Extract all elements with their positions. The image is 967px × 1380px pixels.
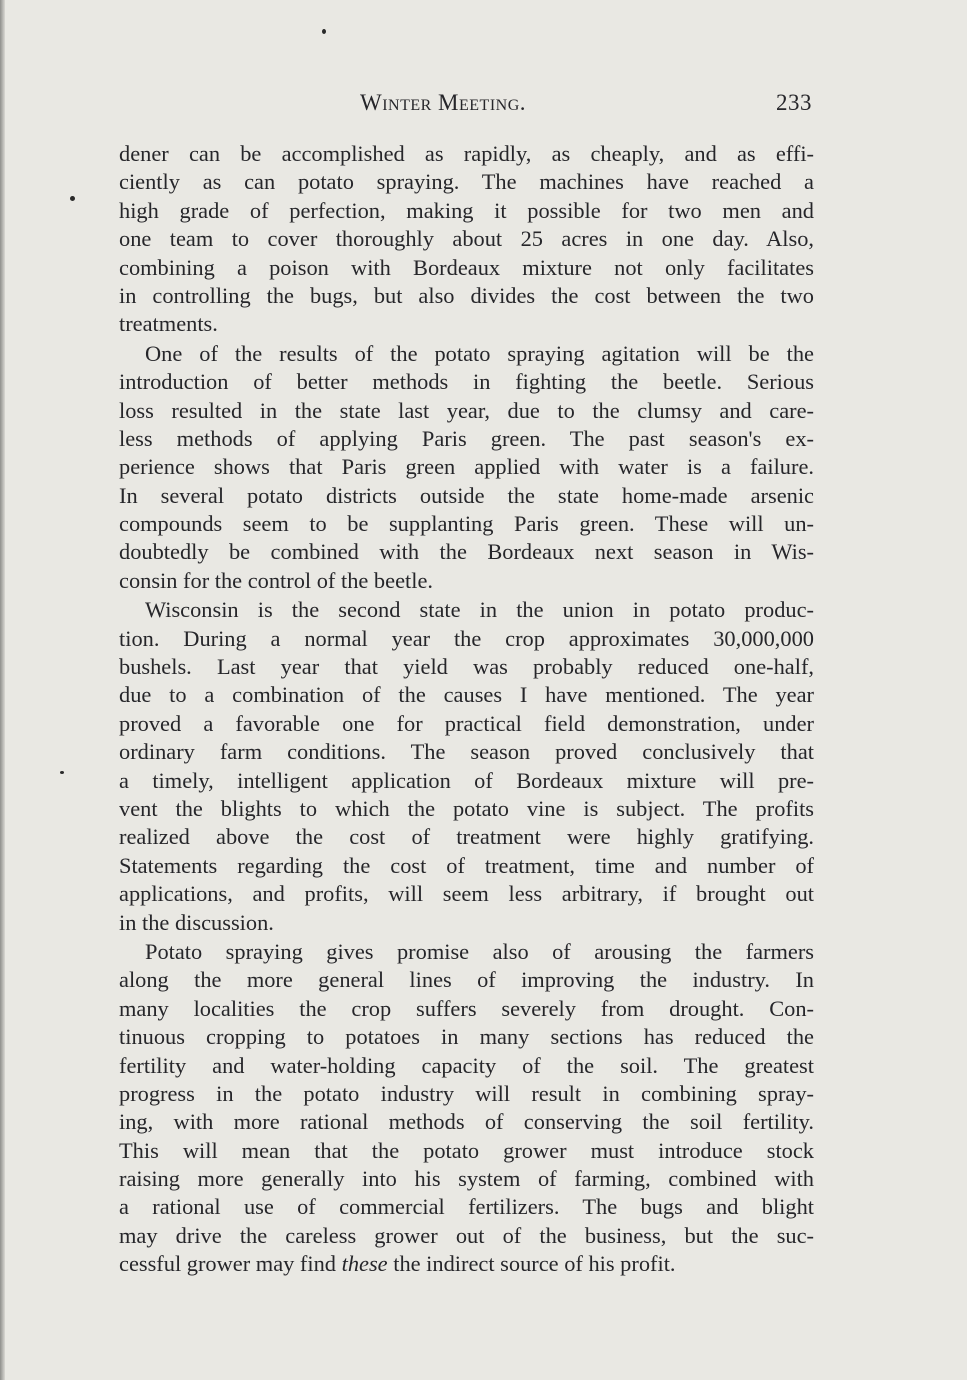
text-line: along the more general lines of improving the industry. In xyxy=(119,967,814,993)
text-line: combining a poison with Bordeaux mixture not only facilitates xyxy=(119,254,814,280)
page-number: 233 xyxy=(776,90,812,115)
text-line: bushels. Last year that yield was probably reduced one-half, xyxy=(119,654,814,680)
text-line: proved a favorable one for practical field demonstration, under xyxy=(119,710,814,736)
text-line: treatments. xyxy=(119,311,218,337)
body-text xyxy=(119,140,814,1279)
text-line: many localities the crop suffers severely from drought. Con- xyxy=(119,995,814,1021)
final-line-end: the indirect source of his profit. xyxy=(387,1251,676,1277)
text-line: introduction of better methods in fighting the beetle. Serious xyxy=(119,369,814,395)
text-line: tion. During a normal year the crop approximates 30,000,000 xyxy=(119,625,814,651)
text-line: in controlling the bugs, but also divides the cost between the two xyxy=(119,282,814,308)
text-line: Statements regarding the cost of treatment, time and number of xyxy=(119,852,814,878)
margin-speck xyxy=(60,771,64,774)
text-line: consin for the control of the beetle. xyxy=(119,567,433,593)
text-line: in the discussion. xyxy=(119,909,274,935)
text-line: raising more generally into his system of farming, combined with xyxy=(119,1166,814,1192)
text-line: In several potato districts outside the state home-made arsenic xyxy=(119,482,814,508)
text-line: due to a combination of the causes I have mentioned. The year xyxy=(119,682,814,708)
text-line-final xyxy=(119,1250,814,1278)
running-title: Winter Meeting. xyxy=(360,90,527,115)
text-line: dener can be accomplished as rapidly, as cheaply, and as effi- xyxy=(119,141,814,166)
text-line: vent the blights to which the potato vine is subject. The profits xyxy=(119,795,814,821)
text-line: compounds seem to be supplanting Paris green. These will un- xyxy=(119,511,814,537)
text-line: may drive the careless grower out of the business, but the suc- xyxy=(119,1222,814,1248)
text-line: This will mean that the potato grower must introduce stock xyxy=(119,1137,814,1163)
margin-speck xyxy=(70,196,75,201)
text-line: realized above the cost of treatment were highly gratifying. xyxy=(119,824,814,850)
text-line: tinuous cropping to potatoes in many sections has reduced the xyxy=(119,1024,814,1050)
final-line-start: cessful grower may find xyxy=(119,1251,342,1277)
text-line: ing, with more rational methods of conserving the soil fertility. xyxy=(119,1109,814,1135)
text-line: loss resulted in the state last year, due to the clumsy and care- xyxy=(119,397,814,423)
text-line: a rational use of commercial fertilizers. The bugs and blight xyxy=(119,1194,814,1220)
paragraph-1 xyxy=(119,140,814,339)
text-line: one team to cover thoroughly about 25 acres in one day. Also, xyxy=(119,226,814,252)
text-line: ciently as can potato spraying. The machines have reached a xyxy=(119,169,814,195)
paragraph-3 xyxy=(119,596,814,937)
text-line: high grade of perfection, making it possible for two men and xyxy=(119,197,814,223)
text-line: ordinary farm conditions. The season proved conclusively that xyxy=(119,739,814,765)
text-line: less methods of applying Paris green. The past season's ex- xyxy=(119,425,814,451)
text-line: perience shows that Paris green applied with water is a failure. xyxy=(119,454,814,480)
text-line: doubtedly be combined with the Bordeaux next season in Wis- xyxy=(119,539,814,565)
text-line: progress in the potato industry will result in combining spray- xyxy=(119,1080,814,1106)
paragraph-2 xyxy=(119,340,814,596)
page-edge-shadow xyxy=(0,0,5,1380)
text-line: fertility and water-holding capacity of the soil. The greatest xyxy=(119,1052,814,1078)
paragraph-4 xyxy=(119,938,814,1279)
text-line: Potato spraying gives promise also of arousing the farmers xyxy=(145,938,814,964)
margin-speck xyxy=(322,29,326,34)
page-header xyxy=(360,90,812,120)
text-line: One of the results of the potato spraying agitation will be the xyxy=(145,340,814,366)
text-line: applications, and profits, will seem less arbitrary, if brought out xyxy=(119,881,814,907)
text-line: Wisconsin is the second state in the union in potato produc- xyxy=(145,597,814,623)
emphasized-word: these xyxy=(341,1251,388,1277)
text-line: a timely, intelligent application of Bordeaux mixture will pre- xyxy=(119,767,814,793)
